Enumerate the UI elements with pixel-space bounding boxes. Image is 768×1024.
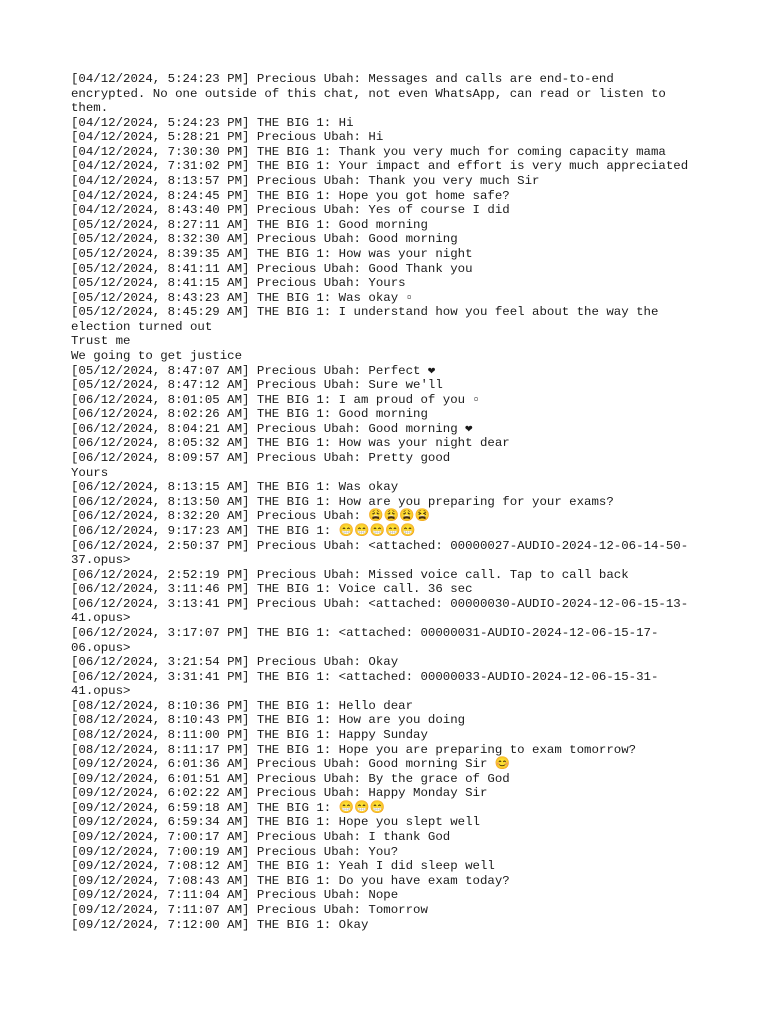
transcript-line: [06/12/2024, 9:17:23 AM] THE BIG 1: 😁😁😁😁😁: [71, 523, 416, 538]
transcript-line: [06/12/2024, 8:04:21 AM] Precious Ubah: Good morning ❤: [71, 421, 473, 436]
transcript-line: [04/12/2024, 8:43:40 PM] Precious Ubah: Yes of course I did: [71, 203, 510, 218]
transcript-line: [08/12/2024, 8:11:00 PM] THE BIG 1: Happy Sunday: [71, 728, 428, 743]
transcript-line: [09/12/2024, 7:08:12 AM] THE BIG 1: Yeah I did sleep well: [71, 859, 495, 874]
chat-transcript: [71, 72, 711, 932]
transcript-line: [05/12/2024, 8:47:07 AM] Precious Ubah: Perfect ❤: [71, 363, 436, 378]
transcript-line: We going to get justice: [71, 348, 243, 363]
transcript-line: encrypted. No one outside of this chat, not even WhatsApp, can read or listen to: [71, 86, 666, 101]
transcript-line: [09/12/2024, 6:59:34 AM] THE BIG 1: Hope you slept well: [71, 815, 480, 830]
transcript-line: 37.opus>: [71, 553, 131, 568]
transcript-line: election turned out: [71, 319, 213, 334]
transcript-line: [04/12/2024, 5:24:23 PM] THE BIG 1: Hi: [71, 115, 354, 130]
transcript-line: [09/12/2024, 6:59:18 AM] THE BIG 1: 😁😁😁: [71, 800, 385, 815]
transcript-line: [06/12/2024, 3:11:46 PM] THE BIG 1: Voice call. 36 sec: [71, 582, 473, 597]
transcript-line: [09/12/2024, 6:01:51 AM] Precious Ubah: By the grace of God: [71, 771, 510, 786]
transcript-line: [09/12/2024, 7:11:07 AM] Precious Ubah: Tomorrow: [71, 902, 428, 917]
document-page: [71, 72, 711, 932]
transcript-line: [08/12/2024, 8:10:43 PM] THE BIG 1: How are you doing: [71, 713, 466, 728]
transcript-line: [05/12/2024, 8:39:35 AM] THE BIG 1: How was your night: [71, 246, 473, 261]
transcript-line: [04/12/2024, 7:30:30 PM] THE BIG 1: Thank you very much for coming capacity mama: [71, 144, 666, 159]
transcript-line: [05/12/2024, 8:41:15 AM] Precious Ubah: Yours: [71, 276, 406, 291]
transcript-line: [06/12/2024, 8:05:32 AM] THE BIG 1: How was your night dear: [71, 436, 510, 451]
transcript-line: [05/12/2024, 8:47:12 AM] Precious Ubah: Sure we'll: [71, 378, 443, 393]
transcript-line: [09/12/2024, 7:00:17 AM] Precious Ubah: I thank God: [71, 830, 451, 845]
transcript-line: 41.opus>: [71, 611, 131, 626]
transcript-line: [04/12/2024, 5:24:23 PM] Precious Ubah: Messages and calls are end-to-end: [71, 72, 614, 86]
transcript-line: [06/12/2024, 3:13:41 PM] Precious Ubah: <attached: 00000030-AUDIO-2024-12-06-15-13-: [71, 596, 689, 611]
transcript-line: [09/12/2024, 7:08:43 AM] THE BIG 1: Do you have exam today?: [71, 873, 510, 888]
transcript-line: [04/12/2024, 8:24:45 PM] THE BIG 1: Hope you got home safe?: [71, 188, 510, 203]
transcript-line: [06/12/2024, 8:09:57 AM] Precious Ubah: Pretty good: [71, 451, 451, 466]
transcript-line: [08/12/2024, 8:11:17 PM] THE BIG 1: Hope you are preparing to exam tomorrow?: [71, 742, 637, 757]
transcript-line: [06/12/2024, 3:31:41 PM] THE BIG 1: <attached: 00000033-AUDIO-2024-12-06-15-31-: [71, 669, 659, 684]
transcript-line: [04/12/2024, 8:13:57 PM] Precious Ubah: Thank you very much Sir: [71, 174, 540, 189]
transcript-line: Trust me: [71, 334, 131, 349]
transcript-line: [06/12/2024, 3:17:07 PM] THE BIG 1: <attached: 00000031-AUDIO-2024-12-06-15-17-: [71, 625, 659, 640]
transcript-line: Yours: [71, 465, 109, 480]
transcript-line: [05/12/2024, 8:45:29 AM] THE BIG 1: I understand how you feel about the way the: [71, 305, 659, 320]
transcript-line: [09/12/2024, 6:02:22 AM] Precious Ubah: Happy Monday Sir: [71, 786, 488, 801]
transcript-line: them.: [71, 101, 109, 116]
transcript-line: [08/12/2024, 8:10:36 PM] THE BIG 1: Hello dear: [71, 698, 414, 713]
transcript-line: [06/12/2024, 2:52:19 PM] Precious Ubah: Missed voice call. Tap to call back: [71, 567, 629, 582]
transcript-line: [09/12/2024, 7:12:00 AM] THE BIG 1: Okay: [71, 917, 369, 932]
transcript-line: [09/12/2024, 6:01:36 AM] Precious Ubah: Good morning Sir 😊: [71, 757, 511, 772]
transcript-line: [04/12/2024, 7:31:02 PM] THE BIG 1: Your impact and effort is very much appreciated: [71, 159, 689, 174]
transcript-line: [06/12/2024, 8:32:20 AM] Precious Ubah: 😩😩😩😫: [71, 509, 431, 524]
transcript-line: [06/12/2024, 8:02:26 AM] THE BIG 1: Good morning: [71, 407, 428, 422]
transcript-line: 41.opus>: [71, 684, 131, 699]
transcript-line: [09/12/2024, 7:00:19 AM] Precious Ubah: You?: [71, 844, 399, 859]
transcript-line: [05/12/2024, 8:32:30 AM] Precious Ubah: Good morning: [71, 232, 458, 247]
transcript-line: [05/12/2024, 8:41:11 AM] Precious Ubah: Good Thank you: [71, 261, 473, 276]
transcript-line: [06/12/2024, 2:50:37 PM] Precious Ubah: <attached: 00000027-AUDIO-2024-12-06-14-50-: [71, 538, 689, 553]
transcript-line: [09/12/2024, 7:11:04 AM] Precious Ubah: Nope: [71, 888, 399, 903]
transcript-line: [05/12/2024, 8:27:11 AM] THE BIG 1: Good morning: [71, 217, 428, 232]
transcript-line: [06/12/2024, 8:13:50 AM] THE BIG 1: How are you preparing for your exams?: [71, 494, 614, 509]
transcript-line: 06.opus>: [71, 640, 131, 655]
transcript-line: [06/12/2024, 8:01:05 AM] THE BIG 1: I am proud of you ▫: [71, 392, 480, 407]
transcript-line: [04/12/2024, 5:28:21 PM] Precious Ubah: Hi: [71, 130, 384, 145]
transcript-line: [06/12/2024, 3:21:54 PM] Precious Ubah: Okay: [71, 655, 399, 670]
transcript-line: [05/12/2024, 8:43:23 AM] THE BIG 1: Was okay ▫: [71, 290, 414, 305]
transcript-line: [06/12/2024, 8:13:15 AM] THE BIG 1: Was okay: [71, 480, 399, 495]
